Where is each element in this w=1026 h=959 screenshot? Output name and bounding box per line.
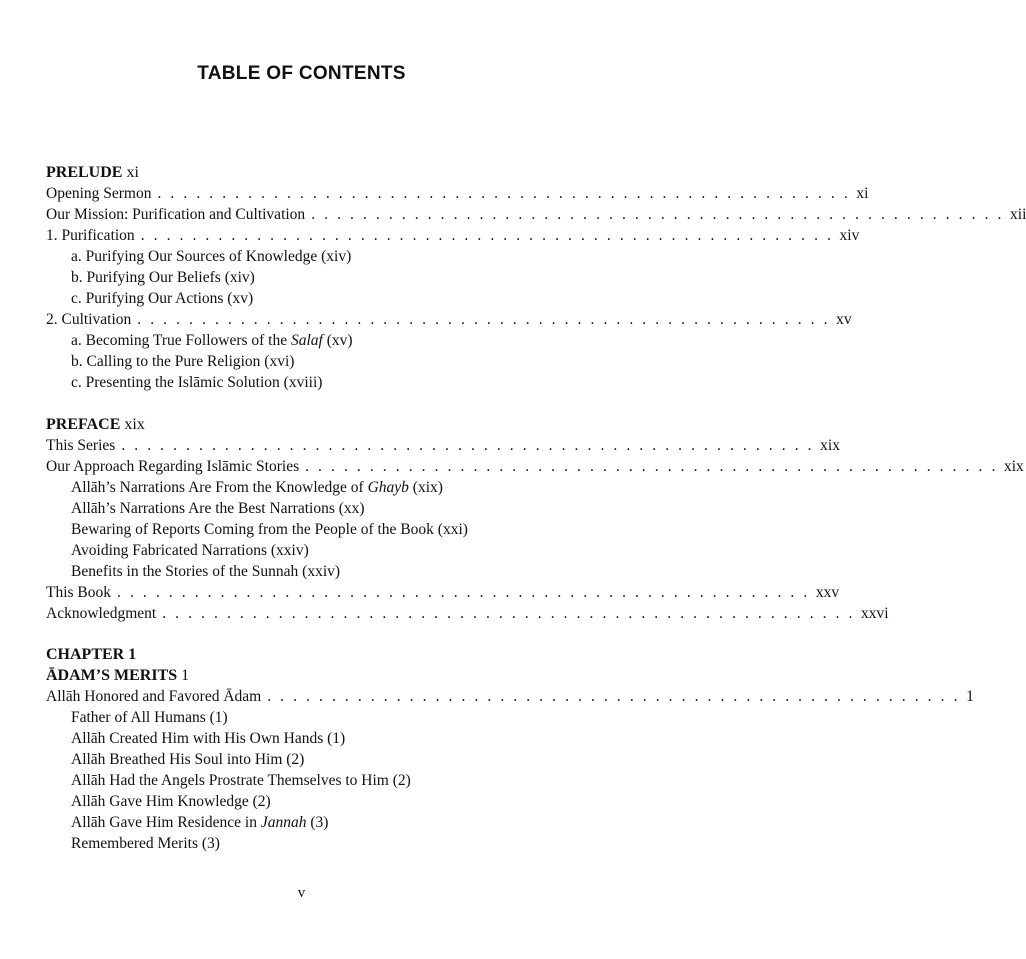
toc-subentry [71,246,543,267]
toc-subentry [71,372,543,393]
toc-subentry [71,267,543,288]
toc-entry-page: xix [820,437,840,454]
toc-subentry-text: Benefits in the Stories of the Sunnah (xxiv) [71,563,341,580]
toc-subentry-text: b. Purifying Our Beliefs (xiv) [71,269,255,286]
page-title: TABLE OF CONTENTS [197,63,406,84]
toc-entry-page: xix [1003,458,1024,475]
toc-subentry-page: (xix) [408,479,443,496]
toc-entry-page: xxv [815,584,840,601]
toc-heading-text: PRELUDE [46,164,123,181]
toc-subentry [71,519,543,540]
toc-heading-page: xi [122,164,139,181]
toc-entry-title: Our Mission: Purification and Cultivation [46,206,306,223]
toc-subentry [71,770,543,791]
toc-entry-title: Our Approach Regarding Islāmic Stories [46,458,300,475]
toc-entry-title: Opening Sermon [46,185,152,202]
dot-leader: . . . . . . . . . . . . . . . . . . . . . . . . . . . . . . . . . . . . . . . . . . . . . . . . . . . . . . [121,437,815,454]
toc-subentry-text: Avoiding Fabricated Narrations (xxiv) [71,542,309,559]
toc-subentry-text: Allāh Gave Him Knowledge (2) [71,793,271,810]
toc-subentry-text: Allāh Gave Him Residence in [71,814,261,831]
toc-entry-title: 1. Purification [46,227,135,244]
toc-entry-title: This Book [46,584,112,601]
toc-heading-page: xix [120,416,145,433]
toc-entry [46,456,1024,477]
toc-subentry-text: a. Purifying Our Sources of Knowledge (xiv) [71,248,352,265]
toc-subentry-page: (3) [306,814,329,831]
toc-heading-text: ĀDAM’S MERITS [46,667,178,684]
toc-entry [46,603,889,624]
toc-subentry-text: Remembered Merits (3) [71,835,220,852]
toc-subentry-italic: Ghayb [367,479,409,496]
toc-entry-page: 1 [966,688,974,705]
toc-heading-text: CHAPTER 1 [46,646,137,663]
toc-entry-page: xi [856,185,869,202]
toc-subentry [71,791,543,812]
toc-entry [46,686,974,707]
dot-leader: . . . . . . . . . . . . . . . . . . . . . . . . . . . . . . . . . . . . . . . . . . . . . . . . . . . . . . [162,605,856,622]
toc-heading-text: PREFACE [46,416,121,433]
toc-subentry-text: b. Calling to the Pure Religion (xvi) [71,353,295,370]
toc-entry-title: Acknowledgment [46,605,157,622]
toc-subentry [71,812,543,833]
toc-entry [46,435,840,456]
toc-entry-page: xv [836,311,852,328]
toc-section-heading [46,414,543,435]
toc-entry [46,582,840,603]
dot-leader: . . . . . . . . . . . . . . . . . . . . . . . . . . . . . . . . . . . . . . . . . . . . . . . . . . . . . . [311,206,1005,223]
toc-subentry-text: Allāh’s Narrations Are From the Knowledge of [71,479,368,496]
toc-subentry [71,498,543,519]
dot-leader: . . . . . . . . . . . . . . . . . . . . . . . . . . . . . . . . . . . . . . . . . . . . . . . . . . . . . . [117,584,810,601]
toc-subentry-page: (xv) [322,332,353,349]
toc-entry-page: xiv [839,227,860,244]
toc-subentry-text: Allāh Had the Angels Prostrate Themselves to Him (2) [71,772,411,789]
toc-entry-title: Allāh Honored and Favored Ādam [46,688,262,705]
toc-subentry-text: c. Presenting the Islāmic Solution (xviii) [71,374,323,391]
toc-subentry-italic: Salaf [291,332,323,349]
toc-subentry [71,749,543,770]
toc-subentry [71,288,543,309]
toc-entry [46,225,860,246]
toc-subentry [71,477,543,498]
dot-leader: . . . . . . . . . . . . . . . . . . . . . . . . . . . . . . . . . . . . . . . . . . . . . . . . . . . . . . [267,688,961,705]
dot-leader: . . . . . . . . . . . . . . . . . . . . . . . . . . . . . . . . . . . . . . . . . . . . . . . . . . . . . . [137,311,831,328]
toc-section-heading [46,644,543,665]
toc-subentry [71,561,543,582]
toc-entry [46,183,869,204]
page-number: v [297,885,306,901]
toc-subentry-text: Allāh Created Him with His Own Hands (1) [71,730,346,747]
toc-heading-page: 1 [177,667,190,684]
toc-subentry [71,330,543,351]
toc-entry [46,309,852,330]
toc-subentry [71,707,543,728]
dot-leader: . . . . . . . . . . . . . . . . . . . . . . . . . . . . . . . . . . . . . . . . . . . . . . . . . . . . . . [157,185,851,202]
toc-entry-page: xii [1010,206,1026,223]
toc-subentry-text: Allāh Breathed His Soul into Him (2) [71,751,305,768]
toc-subentry-text: c. Purifying Our Actions (xv) [71,290,254,307]
toc-subentry-text: Bewaring of Reports Coming from the People of the Book (xxi) [71,521,468,538]
dot-leader: . . . . . . . . . . . . . . . . . . . . . . . . . . . . . . . . . . . . . . . . . . . . . . . . . . . . . . [140,227,834,244]
toc-subentry [71,833,543,854]
toc-subentry [71,728,543,749]
toc-entry [46,204,1026,225]
toc-section-heading [46,162,543,183]
toc-subentry [71,540,543,561]
toc-entry-title: 2. Cultivation [46,311,132,328]
toc-subentry-italic: Jannah [260,814,307,831]
toc-entry-page: xxvi [861,605,889,622]
toc-subentry-text: a. Becoming True Followers of the [71,332,291,349]
dot-leader: . . . . . . . . . . . . . . . . . . . . . . . . . . . . . . . . . . . . . . . . . . . . . . . . . . . . . . [305,458,998,475]
toc-section-heading [46,665,543,686]
toc-entry-title: This Series [46,437,116,454]
toc-subentry-text: Father of All Humans (1) [71,709,228,726]
toc-subentry [71,351,543,372]
toc-subentry-text: Allāh’s Narrations Are the Best Narrations (xx) [71,500,365,517]
